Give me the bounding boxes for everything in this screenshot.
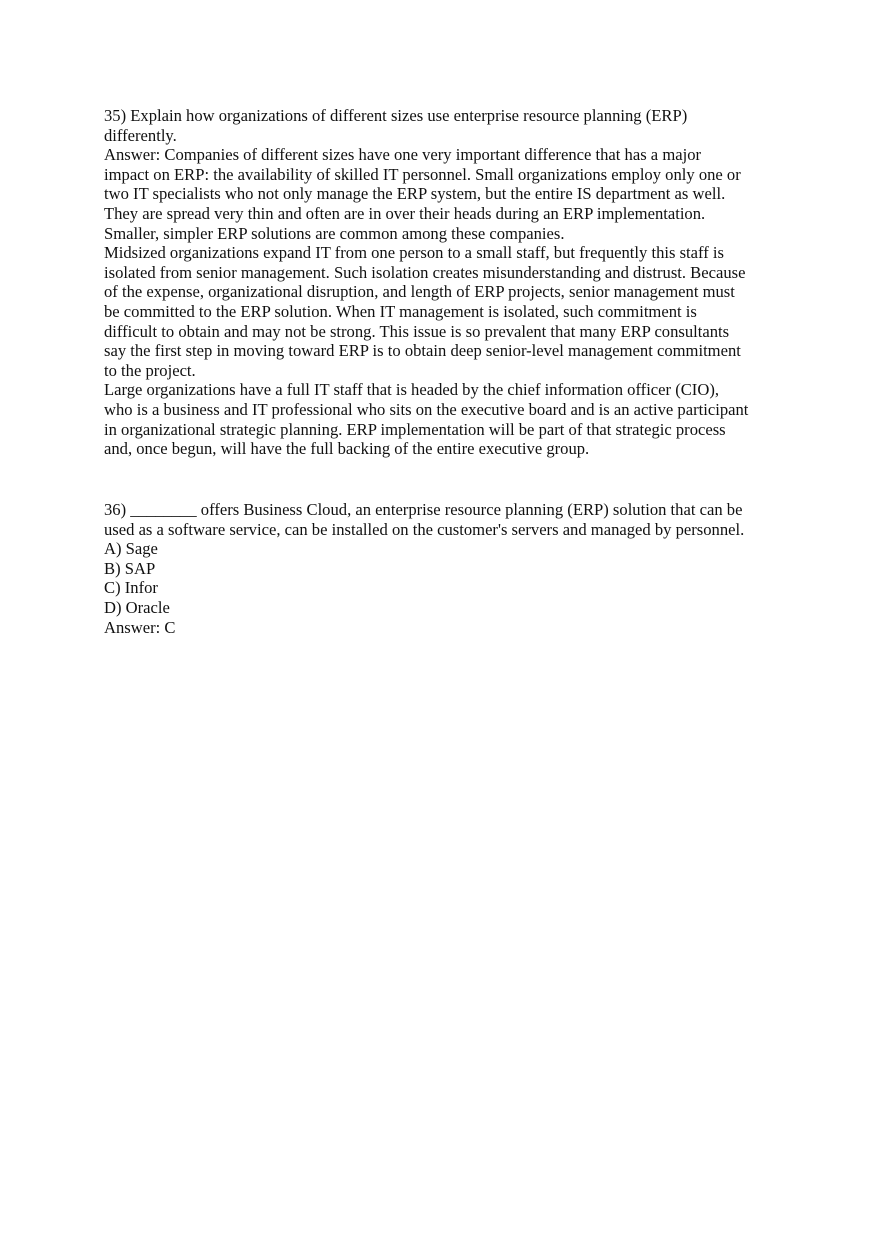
text-line: A) Sage xyxy=(104,539,158,559)
text-line: 35) Explain how organizations of different sizes use enterprise resource planning (ERP) xyxy=(104,106,688,125)
text-line: B) SAP xyxy=(104,558,156,578)
text-line: say the first step in moving toward ERP is to obtain deep senior-level management commitment xyxy=(104,341,741,361)
text-line: Answer: Companies of different sizes have one very important difference that has a major xyxy=(104,145,702,165)
text-line: Large organizations have a full IT staff that is headed by the chief information officer (CIO), xyxy=(104,380,719,400)
text-line: be committed to the ERP solution. When IT management is isolated, such commitment is xyxy=(104,301,697,321)
text-line: Midsized organizations expand IT from one person to a small staff, but frequently this staff is xyxy=(104,243,724,263)
text-line: D) Oracle xyxy=(104,597,170,617)
question-35 xyxy=(104,106,748,459)
text-line: Smaller, simpler ERP solutions are common among these companies. xyxy=(104,223,565,243)
text-line: differently. xyxy=(104,125,177,145)
text-line: 36) ________ offers Business Cloud, an enterprise resource planning (ERP) solution that can be xyxy=(104,500,743,519)
text-line: to the project. xyxy=(104,360,196,380)
text-line: of the expense, organizational disruption, and length of ERP projects, senior management must xyxy=(104,282,735,302)
text-line: two IT specialists who not only manage the ERP system, but the entire IS department as well. xyxy=(104,184,726,204)
text-line: in organizational strategic planning. ERP implementation will be part of that strategic process xyxy=(104,419,726,439)
question-36 xyxy=(104,500,744,637)
text-line: isolated from senior management. Such isolation creates misunderstanding and distrust. Because xyxy=(104,262,746,282)
text-line: Answer: C xyxy=(104,617,176,637)
text-line: C) Infor xyxy=(104,578,158,598)
text-line: impact on ERP: the availability of skilled IT personnel. Small organizations employ only one or xyxy=(104,164,741,184)
text-line: used as a software service, can be installed on the customer's servers and managed by personnel. xyxy=(104,519,745,539)
text-line: difficult to obtain and may not be strong. This issue is so prevalent that many ERP consultants xyxy=(104,321,730,341)
text-line: They are spread very thin and often are in over their heads during an ERP implementation. xyxy=(104,203,706,223)
text-line: who is a business and IT professional who sits on the executive board and is an active participant xyxy=(104,399,749,419)
text-line: and, once begun, will have the full backing of the entire executive group. xyxy=(104,439,590,459)
